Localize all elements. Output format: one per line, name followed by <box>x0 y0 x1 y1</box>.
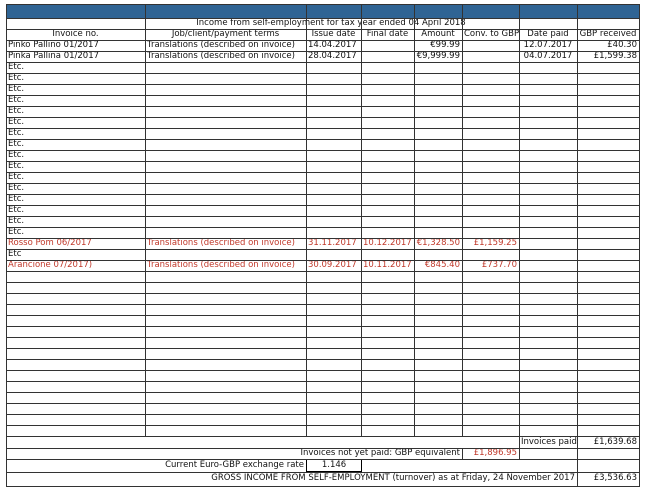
col-header-issue-date[interactable]: Issue date <box>311 29 356 39</box>
grid-row-line <box>6 249 639 250</box>
grid-row-line <box>6 326 639 327</box>
grid-column-line <box>577 4 578 437</box>
header-bar <box>6 4 639 18</box>
summary-divider-line <box>519 448 520 459</box>
grid-column-line <box>361 4 362 437</box>
grid-row-line <box>6 425 639 426</box>
grid-row-line <box>6 271 639 272</box>
grid-row-line <box>6 194 639 195</box>
grid-column-line <box>306 4 307 437</box>
grid-row-line <box>6 337 639 338</box>
grid-row-line <box>6 216 639 217</box>
summary-divider-line <box>577 437 578 487</box>
gross-income-value[interactable]: £3,536.63 <box>593 473 637 483</box>
grid-row-line <box>6 73 639 74</box>
grid-row-line <box>6 84 639 85</box>
grid-row-line <box>6 117 639 118</box>
grid-row-line <box>6 359 639 360</box>
invoices-paid-value[interactable]: £1,639.68 <box>593 437 637 447</box>
invoice-cell[interactable]: Etc. <box>8 73 25 83</box>
grid-row-line <box>6 282 639 283</box>
invoice-cell[interactable]: Etc. <box>8 205 25 215</box>
grid-row-line <box>6 40 639 41</box>
date-paid-cell[interactable] <box>519 238 577 249</box>
grid-row-line <box>6 260 639 261</box>
invoice-cell[interactable]: Etc. <box>8 95 25 105</box>
issue-date-cell[interactable]: 30.09.2017 <box>308 260 357 270</box>
final-date-cell[interactable]: 10.12.2017 <box>363 238 412 248</box>
invoice-cell[interactable]: Etc. <box>8 194 25 204</box>
grid-row-line <box>6 128 639 129</box>
conv-gbp-cell[interactable] <box>462 51 519 62</box>
grid-column-line <box>639 4 640 437</box>
gbp-received-cell[interactable]: £40.30 <box>607 40 637 50</box>
grid-row-line <box>6 238 639 239</box>
not-yet-paid-label[interactable]: Invoices not yet paid: GBP equivalent <box>300 448 460 458</box>
date-paid-cell[interactable] <box>519 260 577 271</box>
grid-row-line <box>6 392 639 393</box>
invoice-cell[interactable]: Etc. <box>8 150 25 160</box>
grid-row-line <box>6 183 639 184</box>
invoice-cell[interactable]: Pinka Pallina 01/2017 <box>8 51 100 61</box>
gbp-received-cell[interactable] <box>577 238 639 249</box>
summary-divider-line <box>519 437 520 448</box>
issue-date-cell[interactable]: 31.11.2017 <box>308 238 357 248</box>
summary-row-line <box>6 486 639 487</box>
summary-row-line <box>6 448 639 449</box>
conv-gbp-cell[interactable]: £737.70 <box>481 260 517 270</box>
grid-row-line <box>6 436 639 437</box>
col-header-job[interactable]: Job/client/payment terms <box>171 29 280 39</box>
final-date-cell[interactable] <box>361 40 414 51</box>
summary-row-line <box>6 459 639 460</box>
gbp-received-cell[interactable]: £1,599.38 <box>593 51 637 61</box>
grid-row-line <box>6 51 639 52</box>
issue-date-cell[interactable]: 28.04.2017 <box>308 51 357 61</box>
grid-row-line <box>6 29 639 30</box>
job-cell[interactable]: Translations (described on invoice) <box>147 260 295 270</box>
invoice-cell[interactable]: Etc. <box>8 216 25 226</box>
issue-date-cell[interactable]: 14.04.2017 <box>308 40 357 50</box>
col-header-amount[interactable]: Amount <box>421 29 455 39</box>
invoice-cell[interactable]: Etc. <box>8 161 25 171</box>
grid-row-line <box>6 4 639 5</box>
exchange-rate-label[interactable]: Current Euro-GBP exchange rate <box>165 460 304 470</box>
summary-right-line <box>639 437 640 487</box>
invoice-cell[interactable]: Pinko Pallino 01/2017 <box>8 40 99 50</box>
job-cell[interactable]: Translations (described on invoice) <box>147 40 295 50</box>
amount-cell[interactable]: €1,328.50 <box>416 238 460 248</box>
invoices-paid-label[interactable]: Invoices paid <box>521 437 577 447</box>
invoice-cell[interactable]: Etc. <box>8 183 25 193</box>
gross-income-label[interactable]: GROSS INCOME FROM SELF-EMPLOYMENT (turnover) as at Friday, 24 November 2017 <box>211 473 575 483</box>
grid-column-line <box>519 4 520 437</box>
invoice-cell[interactable]: Etc. <box>8 128 25 138</box>
grid-row-line <box>6 370 639 371</box>
grid-row-line <box>6 315 639 316</box>
grid-row-line <box>6 62 639 63</box>
date-paid-cell[interactable]: 12.07.2017 <box>523 40 573 50</box>
conv-gbp-cell[interactable]: £1,159.25 <box>473 238 517 248</box>
col-header-conv-gbp[interactable]: Conv. to GBP <box>464 29 519 39</box>
grid-column-line <box>414 4 415 437</box>
grid-column-line <box>145 4 146 437</box>
grid-row-line <box>6 161 639 162</box>
invoice-cell[interactable]: Etc. <box>8 84 25 94</box>
grid-row-line <box>6 293 639 294</box>
grid-row-line <box>6 172 639 173</box>
grid-row-line <box>6 18 639 19</box>
gbp-received-cell[interactable] <box>577 260 639 271</box>
amount-cell[interactable]: €99.99 <box>430 40 460 50</box>
invoice-cell[interactable]: Etc. <box>8 106 25 116</box>
sheet-title[interactable]: Income from self-employment for tax year ended 04 April 2018 <box>196 18 466 28</box>
summary-row-line <box>6 472 639 473</box>
amount-cell[interactable]: €9,999.99 <box>416 51 460 61</box>
conv-gbp-cell[interactable] <box>462 40 519 51</box>
grid-row-line <box>6 381 639 382</box>
col-header-invoice[interactable]: Invoice no. <box>52 29 99 39</box>
exchange-rate-value[interactable]: 1.146 <box>321 460 347 470</box>
final-date-cell[interactable] <box>361 51 414 62</box>
grid-row-line <box>6 139 639 140</box>
grid-row-line <box>6 304 639 305</box>
invoice-cell[interactable]: Etc. <box>8 117 25 127</box>
date-paid-cell[interactable]: 04.07.2017 <box>523 51 573 61</box>
grid-column-line <box>462 4 463 437</box>
grid-row-line <box>6 106 639 107</box>
col-header-final-date[interactable]: Final date <box>366 29 409 39</box>
col-header-gbp-received[interactable]: GBP received <box>579 29 637 39</box>
grid-row-line <box>6 348 639 349</box>
invoice-cell[interactable]: Etc. <box>8 139 25 149</box>
job-cell[interactable]: Translations (described on invoice) <box>147 51 295 61</box>
invoice-cell[interactable]: Arancione 07/2017) <box>8 260 93 270</box>
invoice-cell[interactable]: Rosso Pom 06/2017 <box>8 238 92 248</box>
col-header-date-paid[interactable]: Date paid <box>527 29 569 39</box>
grid-row-line <box>6 403 639 404</box>
grid-row-line <box>6 414 639 415</box>
not-yet-paid-value[interactable]: £1,896.95 <box>473 448 517 458</box>
job-cell[interactable]: Translations (described on invoice) <box>147 238 295 248</box>
grid-row-line <box>6 95 639 96</box>
grid-row-line <box>6 227 639 228</box>
amount-cell[interactable]: €845.40 <box>424 260 460 270</box>
invoice-cell[interactable]: Etc. <box>8 172 25 182</box>
summary-left-line <box>6 437 7 487</box>
invoice-cell[interactable]: Etc <box>8 249 22 259</box>
final-date-cell[interactable]: 10.11.2017 <box>363 260 412 270</box>
grid-row-line <box>6 150 639 151</box>
summary-divider-line <box>462 448 463 459</box>
grid-column-line <box>6 4 7 437</box>
invoice-cell[interactable]: Etc. <box>8 227 25 237</box>
grid-row-line <box>6 205 639 206</box>
invoice-cell[interactable]: Etc. <box>8 62 25 72</box>
